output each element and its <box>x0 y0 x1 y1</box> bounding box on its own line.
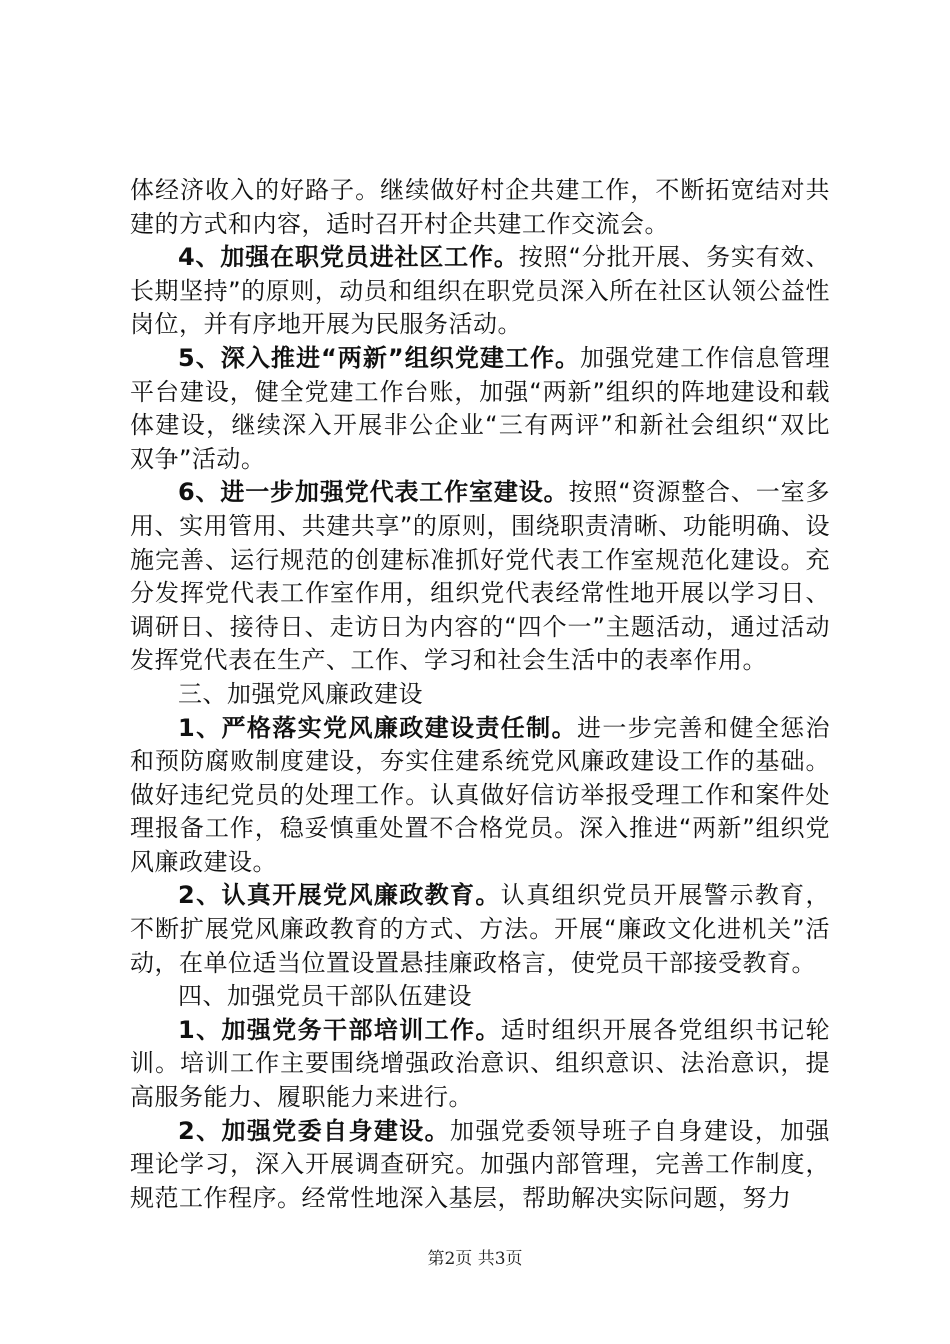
paragraph-2-lead: 4、加强在职党员进社区工作。 <box>178 243 519 272</box>
page-number-label: 第2页 共3页 <box>427 1249 523 1269</box>
paragraph-7 <box>130 879 830 980</box>
paragraph-1 <box>130 174 830 241</box>
paragraph-6-text: 进一步完善和健全惩治和预防腐败制度建设，夯实住建系统党风廉政建设工作的基础。做好违纪党员的处理工作。认真做好信访举报受理工作和案件处理报备工作，稳妥慎重处置不合格党员。深入推进“两新”组织党风廉政建设。 <box>130 713 830 876</box>
paragraph-6-lead: 1、严格落实党风廉政建设责任制。 <box>178 713 577 742</box>
paragraph-10 <box>130 1115 830 1216</box>
document-body <box>130 174 830 1215</box>
paragraph-4-lead: 6、进一步加强党代表工作室建设。 <box>178 478 569 507</box>
paragraph-10-lead: 2、加强党委自身建设。 <box>178 1116 451 1145</box>
section-heading-4-text: 四、加强党员干部队伍建设 <box>178 982 472 1011</box>
paragraph-4-text: 按照“资源整合、一室多用、实用管用、共建共享”的原则，围绕职责清晰、功能明确、设施完善、运行规范的创建标准抓好党代表工作室规范化建设。充分发挥党代表工作室作用，组织党代表经常性地开展以学习日、调研日、接待日、走访日为内容的“四个一”主题活动，通过活动发挥党代表在生产、工作、学习和社会生活中的表率作用。 <box>130 478 831 675</box>
paragraph-4 <box>130 476 830 678</box>
paragraph-3-text: 加强党建工作信息管理平台建设，健全党建工作台账，加强“两新”组织的阵地建设和载体建设，继续深入开展非公企业“三有两评”和新社会组织“双比双争”活动。 <box>130 343 830 473</box>
paragraph-2-text: 按照“分批开展、务实有效、长期坚持”的原则，动员和组织在职党员深入所在社区认领公益性岗位，并有序地开展为民服务活动。 <box>130 243 831 339</box>
paragraph-3-lead: 5、深入推进“两新”组织党建工作。 <box>178 343 581 372</box>
section-heading-3-text: 三、加强党风廉政建设 <box>178 679 423 708</box>
paragraph-7-lead: 2、认真开展党风廉政教育。 <box>178 881 501 910</box>
paragraph-7-text: 认真组织党员开展警示教育，不断扩展党风廉政教育的方式、方法。开展“廉政文化进机关”活动，在单位适当位置设置悬挂廉政格言，使党员干部接受教育。 <box>130 881 830 977</box>
paragraph-9 <box>130 1014 830 1115</box>
paragraph-1-text: 体经济收入的好路子。继续做好村企共建工作，不断拓宽结对共建的方式和内容，适时召开村企共建工作交流会。 <box>130 176 830 238</box>
paragraph-2 <box>130 241 830 342</box>
section-heading-3 <box>130 678 830 712</box>
paragraph-10-text: 加强党委领导班子自身建设，加强理论学习，深入开展调查研究。加强内部管理，完善工作制度，规范工作程序。经常性地深入基层，帮助解决实际问题，努力 <box>130 1116 831 1212</box>
paragraph-3 <box>130 342 830 476</box>
page-footer <box>0 1244 950 1269</box>
paragraph-6 <box>130 712 830 880</box>
section-heading-4 <box>130 980 830 1014</box>
paragraph-9-lead: 1、加强党务干部培训工作。 <box>178 1015 501 1044</box>
paragraph-9-text: 适时组织开展各党组织书记轮训。培训工作主要围绕增强政治意识、组织意识、法治意识，提高服务能力、履职能力来进行。 <box>130 1015 830 1112</box>
